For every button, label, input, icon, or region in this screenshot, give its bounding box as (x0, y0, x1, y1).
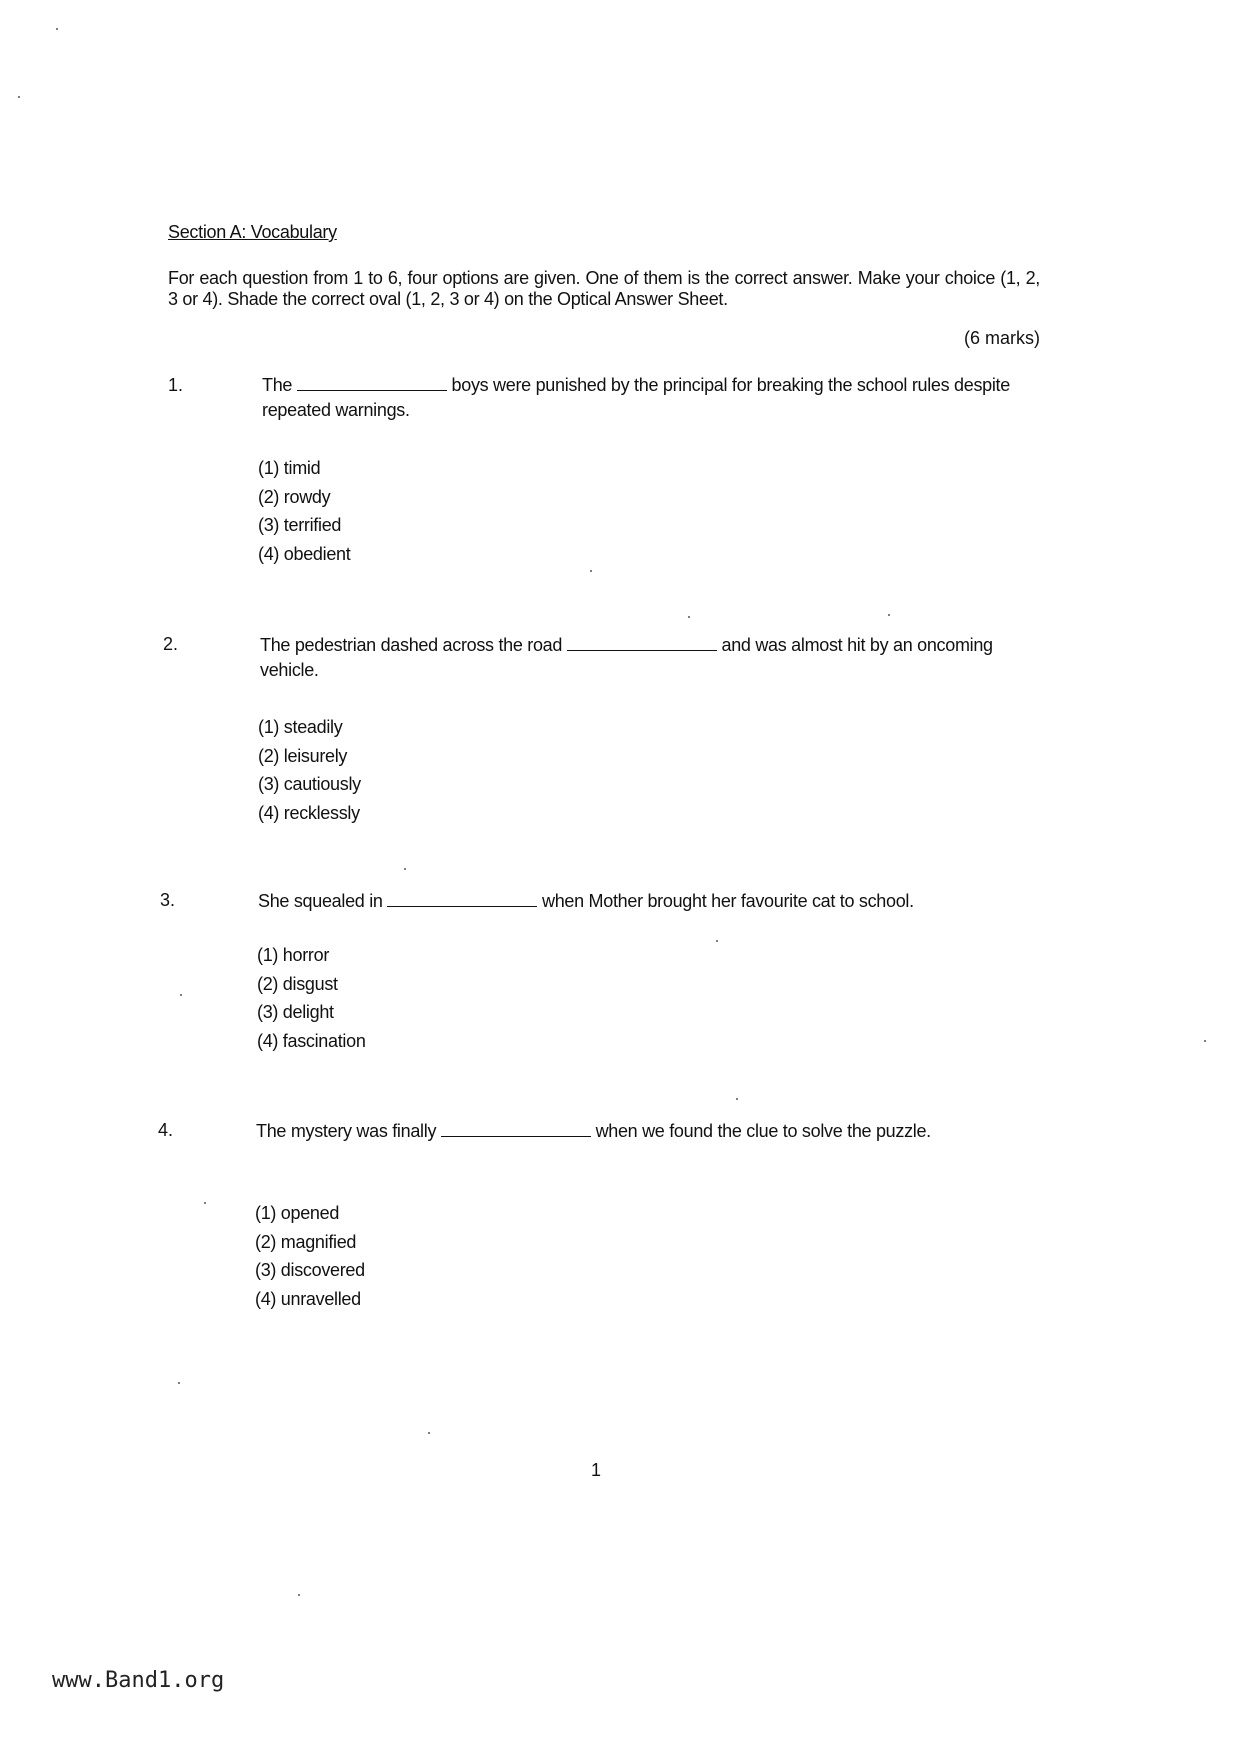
scan-speck (204, 1202, 206, 1204)
option: (2) magnified (255, 1231, 357, 1252)
question-number: 1. (168, 375, 184, 395)
instructions-text: For each question from 1 to 6, four options are given. One of them is the correct answer. Make your choice (1, 2, 3 or 4). Shade the correct oval (1, 2, 3 or 4) on the Optical Answer Sheet. (168, 268, 1040, 309)
option: (1) opened (255, 1203, 340, 1223)
scan-speck (736, 1098, 738, 1100)
option: (3) cautiously (258, 774, 361, 794)
scan-speck (590, 570, 592, 572)
question-text-after: and was almost hit by an oncoming vehicle. (260, 635, 993, 680)
options-list (257, 941, 366, 1055)
option: (4) obedient (258, 543, 351, 564)
scan-speck (428, 1432, 430, 1434)
question-text-before: The pedestrian dashed across the road (260, 635, 563, 655)
footer-watermark: www.Band1.org (52, 1668, 225, 1693)
answer-blank (441, 1122, 591, 1137)
scan-speck (404, 868, 406, 870)
question-text-after: boys were punished by the principal for breaking the school rules despite repeated warnings. (262, 375, 1010, 420)
scan-speck (18, 96, 20, 98)
question-text (256, 1119, 986, 1144)
scan-speck (298, 1594, 300, 1596)
answer-blank (297, 376, 447, 391)
scan-speck (180, 994, 182, 996)
scan-speck (716, 940, 718, 942)
question-text (260, 633, 1042, 683)
question-text (262, 373, 1042, 423)
answer-blank (387, 892, 537, 907)
options-list (258, 454, 350, 568)
scan-speck (1204, 1040, 1206, 1042)
scan-speck (178, 1382, 180, 1384)
options-list (255, 1199, 365, 1313)
answer-blank (567, 636, 717, 651)
option: (1) horror (257, 945, 330, 965)
option: (2) leisurely (258, 745, 348, 766)
page-number: 1 (591, 1460, 602, 1480)
option: (3) terrified (258, 515, 342, 535)
scan-speck (56, 28, 58, 30)
option: (2) disgust (257, 973, 338, 994)
option: (1) timid (258, 458, 321, 478)
option: (4) recklessly (258, 802, 360, 823)
question-number: 3. (160, 890, 176, 910)
option: (4) unravelled (255, 1288, 361, 1309)
option: (3) delight (257, 1002, 334, 1022)
section-heading: Section A: Vocabulary (168, 222, 337, 242)
question-number: 2. (163, 634, 179, 654)
option: (4) fascination (257, 1030, 366, 1051)
option: (2) rowdy (258, 486, 331, 507)
scan-speck (888, 614, 890, 616)
marks-label: (6 marks) (964, 328, 1040, 348)
option: (1) steadily (258, 717, 343, 737)
question-text-after: when we found the clue to solve the puzzle. (595, 1121, 931, 1141)
question-text (258, 889, 1058, 914)
question-number: 4. (158, 1120, 174, 1140)
option: (3) discovered (255, 1260, 365, 1280)
question-text-before: The (262, 375, 293, 395)
question-text-before: The mystery was finally (256, 1121, 437, 1141)
question-text-after: when Mother brought her favourite cat to school. (542, 891, 914, 911)
options-list (258, 713, 361, 827)
scan-speck (688, 616, 690, 618)
question-text-before: She squealed in (258, 891, 383, 911)
